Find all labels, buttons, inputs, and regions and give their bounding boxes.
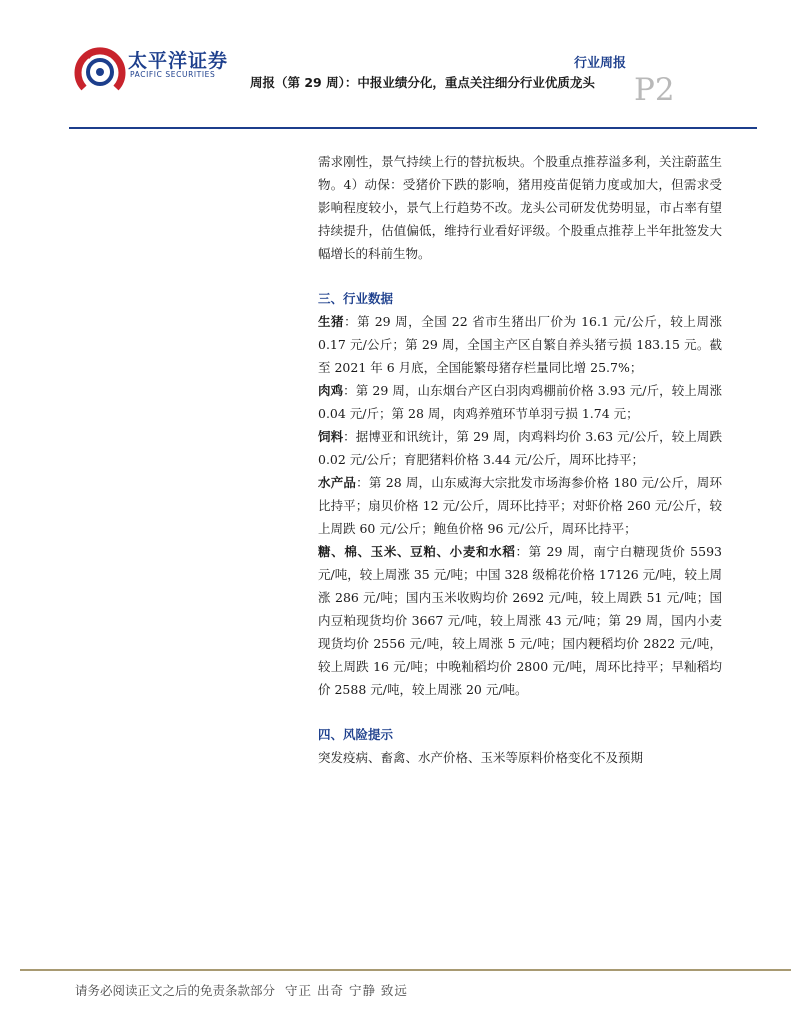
report-body bbox=[318, 150, 722, 769]
data-label: 糖、棉、玉米、豆粕、小麦和水稻 bbox=[318, 544, 516, 559]
data-paragraph-feed bbox=[318, 425, 722, 471]
disclaimer-note: 请务必阅读正文之后的免责条款部分 bbox=[75, 983, 276, 998]
page-footer bbox=[75, 981, 408, 999]
footer-divider bbox=[20, 969, 791, 971]
report-title: 周报（第 29 周）：中报业绩分化，重点关注细分行业优质龙头 bbox=[250, 75, 595, 90]
data-label: 水产品 bbox=[318, 475, 357, 490]
data-paragraph-broiler bbox=[318, 379, 722, 425]
data-paragraph-hog bbox=[318, 310, 722, 379]
data-paragraph-aquatic bbox=[318, 471, 722, 540]
logo-emblem-icon bbox=[74, 44, 126, 96]
data-label: 肉鸡 bbox=[318, 383, 344, 398]
risk-paragraph: 突发疫病、畜禽、水产价格、玉米等原料价格变化不及预期 bbox=[318, 750, 644, 765]
data-text: ：第 29 周，全国 22 省市生猪出厂价为 16.1 元/公斤，较上周涨 0.17 元/公斤；第 29 周，全国主产区自繁自养头猪亏损 183.15 元。截至 2021 年 6 月底，全国能繁母猪存栏量同比增 25.7%； bbox=[318, 314, 722, 375]
brand-name-en: PACIFIC SECURITIES bbox=[130, 70, 216, 79]
brand-name-cn: 太平洋证券 bbox=[128, 50, 229, 72]
data-text: ：第 29 周，南宁白糖现货价 5593 元/吨，较上周涨 35 元/吨；中国 328 级棉花价格 17126 元/吨，较上周涨 286 元/吨；国内玉米收购均价 2692 元/吨，较上周跌 51 元/吨；国内豆粕现货均价 3667 元/吨，较上周涨 43 元/吨；第 29 周，国内小麦现货均价 2556 元/吨，较上周涨 5 元/吨；国内粳稻均价 2822 元/吨，较上周跌 16 元/吨；中晚籼稻均价 2800 元/吨，周环比持平；早籼稻均价 2588 元/吨，较上周涨 20 元/吨。 bbox=[318, 544, 722, 697]
report-category: 行业周报 bbox=[573, 56, 626, 71]
section-heading-industry-data: 三、行业数据 bbox=[318, 291, 394, 306]
company-motto: 守正 出奇 宁静 致远 bbox=[285, 983, 408, 998]
header-divider bbox=[69, 127, 757, 129]
data-label: 饲料 bbox=[318, 429, 344, 444]
page-number: P2 bbox=[634, 72, 675, 108]
data-label: 生猪 bbox=[318, 314, 345, 329]
data-text: ：第 28 周，山东威海大宗批发市场海参价格 180 元/公斤，周环比持平；扇贝价格 12 元/公斤，周环比持平；对虾价格 260 元/公斤，较上周跌 60 元/公斤；鲍鱼价格 96 元/公斤，周环比持平； bbox=[318, 475, 722, 536]
section-heading-risk: 四、风险提示 bbox=[318, 727, 394, 742]
data-paragraph-crops bbox=[318, 540, 722, 701]
company-logo bbox=[74, 40, 304, 104]
intro-paragraph: 需求刚性，景气持续上行的替抗板块。个股重点推荐溢多利，关注蔚蓝生物。4）动保：受猪价下跌的影响，猪用疫苗促销力度或加大，但需求受影响程度较小，景气上行趋势不改。龙头公司研发优势明显，市占率有望持续提升，估值偏低，维持行业看好评级。个股重点推荐上半年批签发大幅增长的科前生物。 bbox=[318, 154, 722, 261]
data-text: ：第 29 周，山东烟台产区白羽肉鸡棚前价格 3.93 元/斤，较上周涨 0.04 元/斤；第 28 周，肉鸡养殖环节单羽亏损 1.74 元； bbox=[318, 383, 722, 421]
data-text: ：据博亚和讯统计，第 29 周，肉鸡料均价 3.63 元/公斤，较上周跌 0.02 元/公斤；育肥猪料价格 3.44 元/公斤，周环比持平； bbox=[318, 429, 722, 467]
